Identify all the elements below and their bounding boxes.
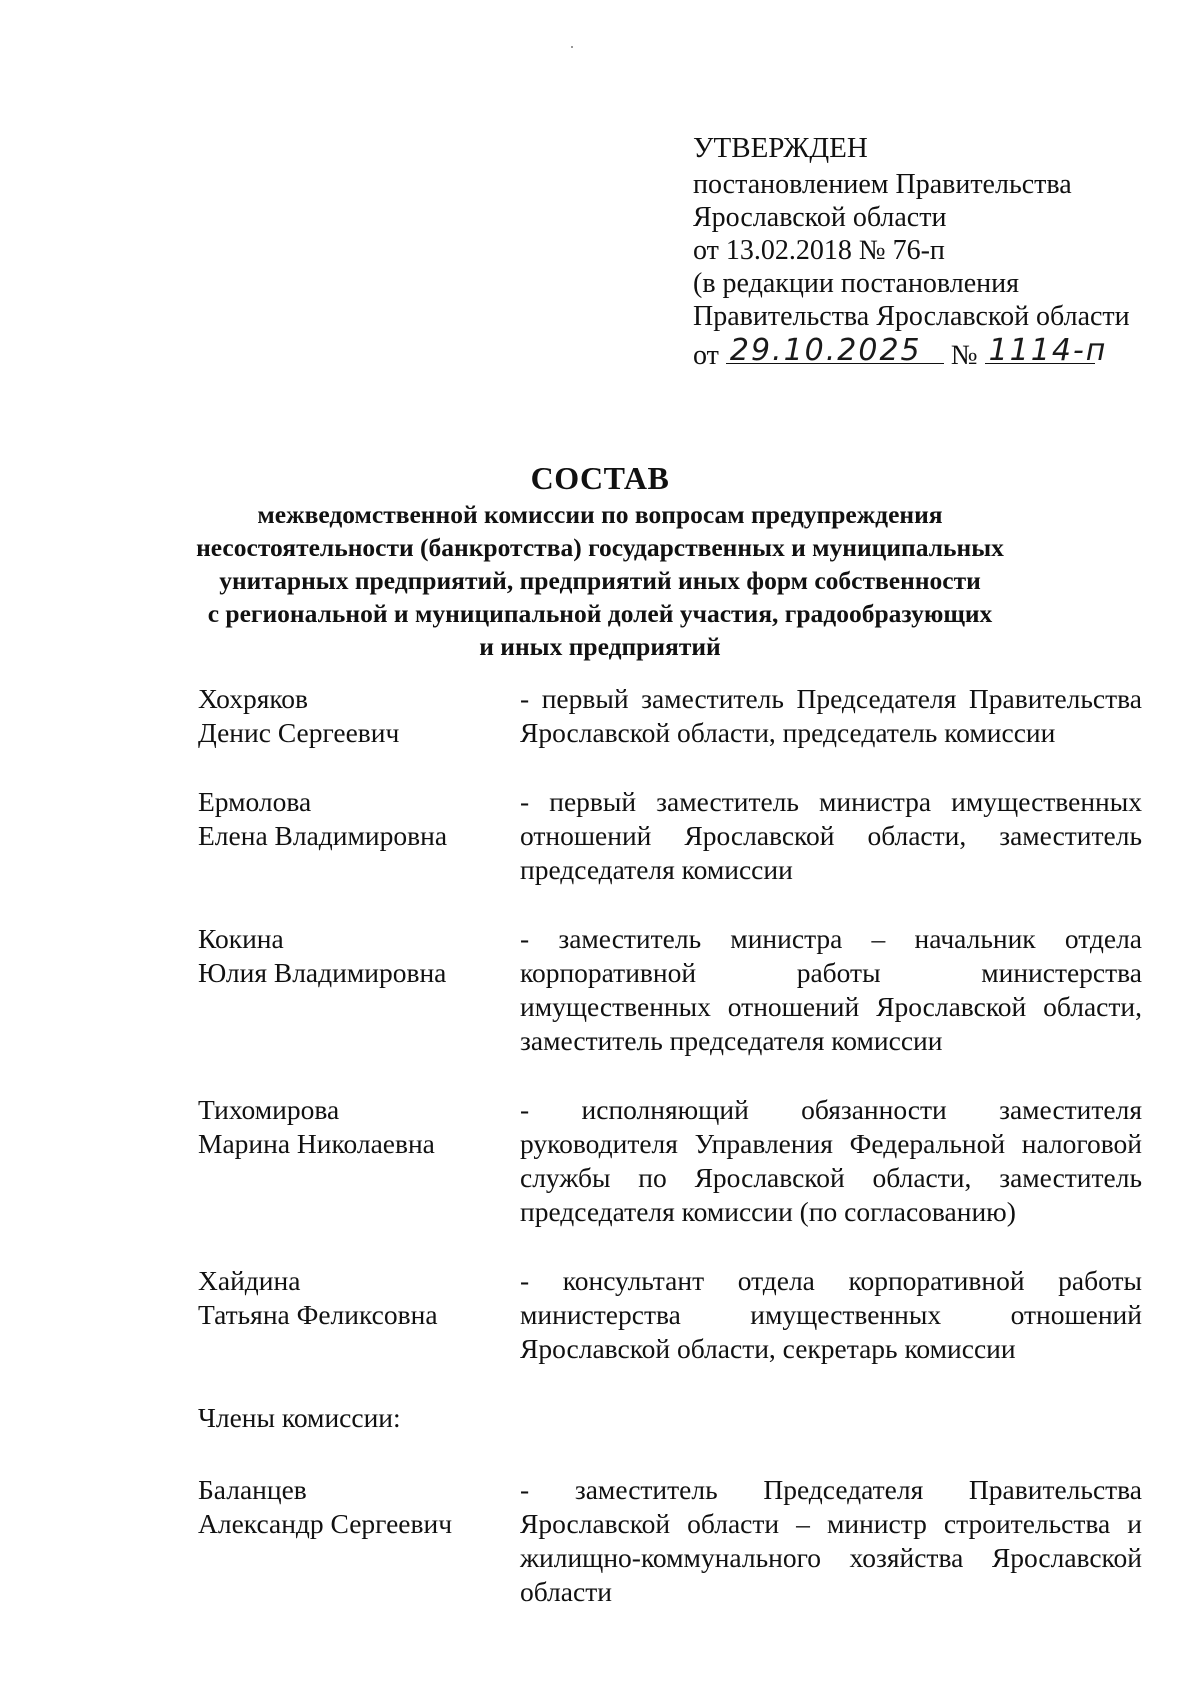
member-name <box>198 682 520 750</box>
member-surname: Баланцев <box>198 1474 307 1505</box>
approval-line: постановлением Правительства <box>693 169 1072 200</box>
document-subtitle-line: унитарных предприятий, предприятий иных форм собственности <box>219 566 981 595</box>
member-name <box>198 1473 520 1609</box>
member-entry <box>198 682 1142 750</box>
member-given-names: Татьяна Феликсовна <box>198 1299 438 1330</box>
member-surname: Тихомирова <box>198 1094 340 1125</box>
member-role: - заместитель Председателя Правительства Ярославской области – министр строительства и жилищно-коммунального хозяйства Ярославской области <box>520 1474 1142 1607</box>
member-entry <box>198 922 1142 1058</box>
member-given-names: Елена Владимировна <box>198 820 448 851</box>
member-given-names: Юлия Владимировна <box>198 957 447 988</box>
member-given-names: Марина Николаевна <box>198 1128 435 1159</box>
member-entry <box>198 1093 1142 1229</box>
member-role: - заместитель министра – начальник отдела корпоративной работы министерства имущественных отношений Ярославской области, заместитель председателя комиссии <box>520 923 1142 1056</box>
document-subtitle-line: и иных предприятий <box>479 632 721 661</box>
member-given-names: Денис Сергеевич <box>198 717 400 748</box>
scan-speck <box>571 46 573 48</box>
approval-line: (в редакции постановления <box>693 268 1020 299</box>
member-entry <box>198 785 1142 887</box>
approval-date-line <box>693 333 1130 372</box>
document-subtitle-line: межведомственной комиссии по вопросам предупреждения <box>257 500 943 529</box>
approval-heading: УТВЕРЖДЕН <box>693 132 868 164</box>
document-title-block <box>0 458 1200 663</box>
members-section-label: Члены комиссии: <box>198 1402 401 1433</box>
member-entry <box>198 1264 1142 1366</box>
approval-line: от 13.02.2018 № 76-п <box>693 235 945 266</box>
member-name <box>198 785 520 887</box>
date-underline <box>726 333 944 368</box>
member-role: - первый заместитель Председателя Правительства Ярославской области, председатель комиссии <box>520 683 1142 748</box>
commission-composition <box>198 682 1142 1644</box>
member-surname: Ермолова <box>198 786 312 817</box>
member-role: - исполняющий обязанности заместителя руководителя Управления Федеральной налоговой службы по Ярославской области, заместитель председателя комиссии (по согласованию) <box>520 1094 1142 1227</box>
document-subtitle-line: несостоятельности (банкротства) государственных и муниципальных <box>196 533 1004 562</box>
approval-line: Ярославской области <box>693 202 947 233</box>
date-prefix: от <box>693 340 719 371</box>
document-title: СОСТАВ <box>530 460 670 496</box>
member-name <box>198 1264 520 1366</box>
member-surname: Хайдина <box>198 1265 301 1296</box>
member-surname: Кокина <box>198 923 284 954</box>
member-given-names: Александр Сергеевич <box>198 1508 453 1539</box>
member-name <box>198 922 520 1058</box>
document-subtitle-line: с региональной и муниципальной долей участия, градообразующих <box>207 599 993 628</box>
member-name <box>198 1093 520 1229</box>
approval-line: Правительства Ярославской области <box>693 301 1130 332</box>
approval-stamp-block <box>693 132 1130 372</box>
member-role: - первый заместитель министра имущественных отношений Ярославской области, заместитель председателя комиссии <box>520 786 1142 885</box>
member-surname: Хохряков <box>198 683 309 714</box>
handwritten-number: 1114-п <box>988 333 1108 368</box>
handwritten-date: 29.10.2025 <box>729 333 922 368</box>
member-entry <box>198 1473 1142 1609</box>
number-underline <box>985 333 1108 368</box>
member-role: - консультант отдела корпоративной работы министерства имущественных отношений Ярославской области, секретарь комиссии <box>520 1265 1142 1364</box>
number-prefix: № <box>950 340 978 371</box>
